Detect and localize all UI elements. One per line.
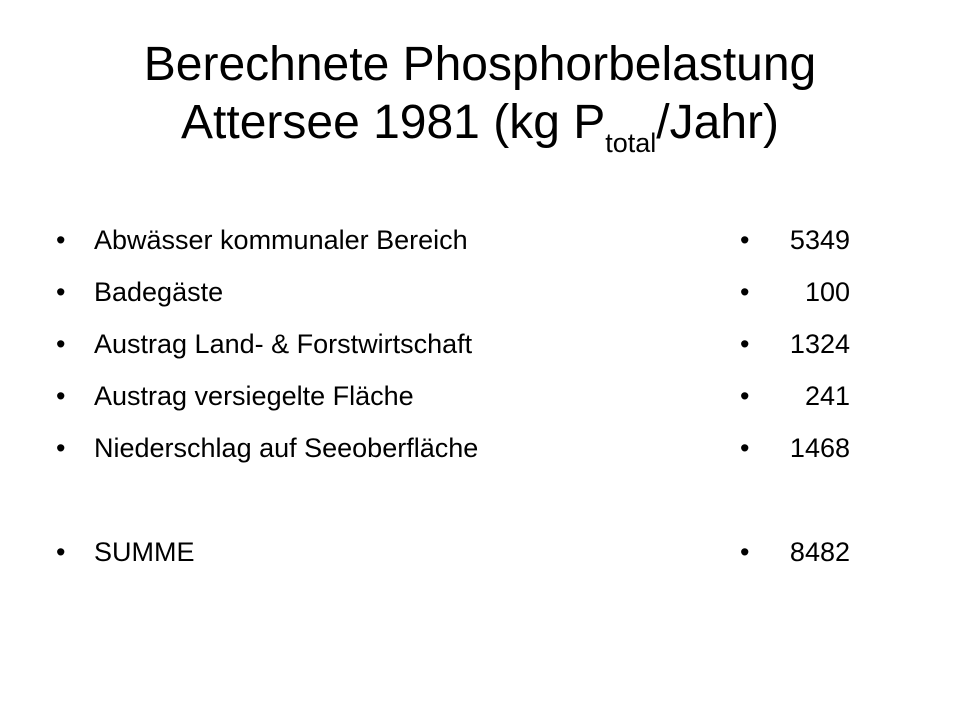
title-line-2 bbox=[0, 94, 960, 158]
bullet-icon: • bbox=[56, 537, 66, 567]
item-value: 1324 bbox=[789, 329, 850, 359]
item-value: 100 bbox=[804, 277, 850, 307]
list-item bbox=[740, 214, 890, 266]
item-value: 1468 bbox=[789, 433, 850, 463]
title-line-2-suffix: /Jahr) bbox=[656, 96, 779, 149]
item-label: Niederschlag auf Seeoberfläche bbox=[94, 433, 479, 463]
title-line-1: Berechnete Phosphorbelastung bbox=[143, 38, 817, 91]
total-label: SUMME bbox=[94, 537, 195, 567]
bullet-icon: • bbox=[740, 329, 750, 359]
bullet-icon: • bbox=[740, 381, 750, 411]
bullet-icon: • bbox=[56, 225, 66, 255]
bullet-icon: • bbox=[740, 225, 750, 255]
value-list bbox=[740, 214, 890, 578]
list-item bbox=[56, 214, 676, 266]
list-item bbox=[56, 370, 676, 422]
item-value: 241 bbox=[804, 381, 850, 411]
bullet-icon: • bbox=[56, 381, 66, 411]
list-item bbox=[740, 422, 890, 474]
item-label: Austrag versiegelte Fläche bbox=[94, 381, 414, 411]
list-item bbox=[56, 266, 676, 318]
total-item bbox=[56, 526, 676, 578]
bullet-icon: • bbox=[740, 277, 750, 307]
list-item bbox=[56, 422, 676, 474]
list-item bbox=[740, 370, 890, 422]
bullet-icon: • bbox=[56, 329, 66, 359]
title-subscript: total bbox=[605, 128, 657, 158]
item-label: Badegäste bbox=[94, 277, 224, 307]
bullet-icon: • bbox=[740, 537, 750, 567]
item-label: Austrag Land- & Forstwirtschaft bbox=[94, 329, 473, 359]
bullet-icon: • bbox=[56, 433, 66, 463]
list-item bbox=[56, 318, 676, 370]
list-item bbox=[740, 318, 890, 370]
total-item bbox=[740, 526, 890, 578]
list-item bbox=[740, 266, 890, 318]
slide-title bbox=[0, 36, 960, 158]
bullet-icon: • bbox=[740, 433, 750, 463]
item-label: Abwässer kommunaler Bereich bbox=[94, 225, 468, 255]
source-list bbox=[56, 214, 676, 578]
bullet-icon: • bbox=[56, 277, 66, 307]
total-value: 8482 bbox=[789, 537, 850, 567]
item-value: 5349 bbox=[789, 225, 850, 255]
title-line-2-prefix: Attersee 1981 (kg P bbox=[181, 96, 606, 149]
